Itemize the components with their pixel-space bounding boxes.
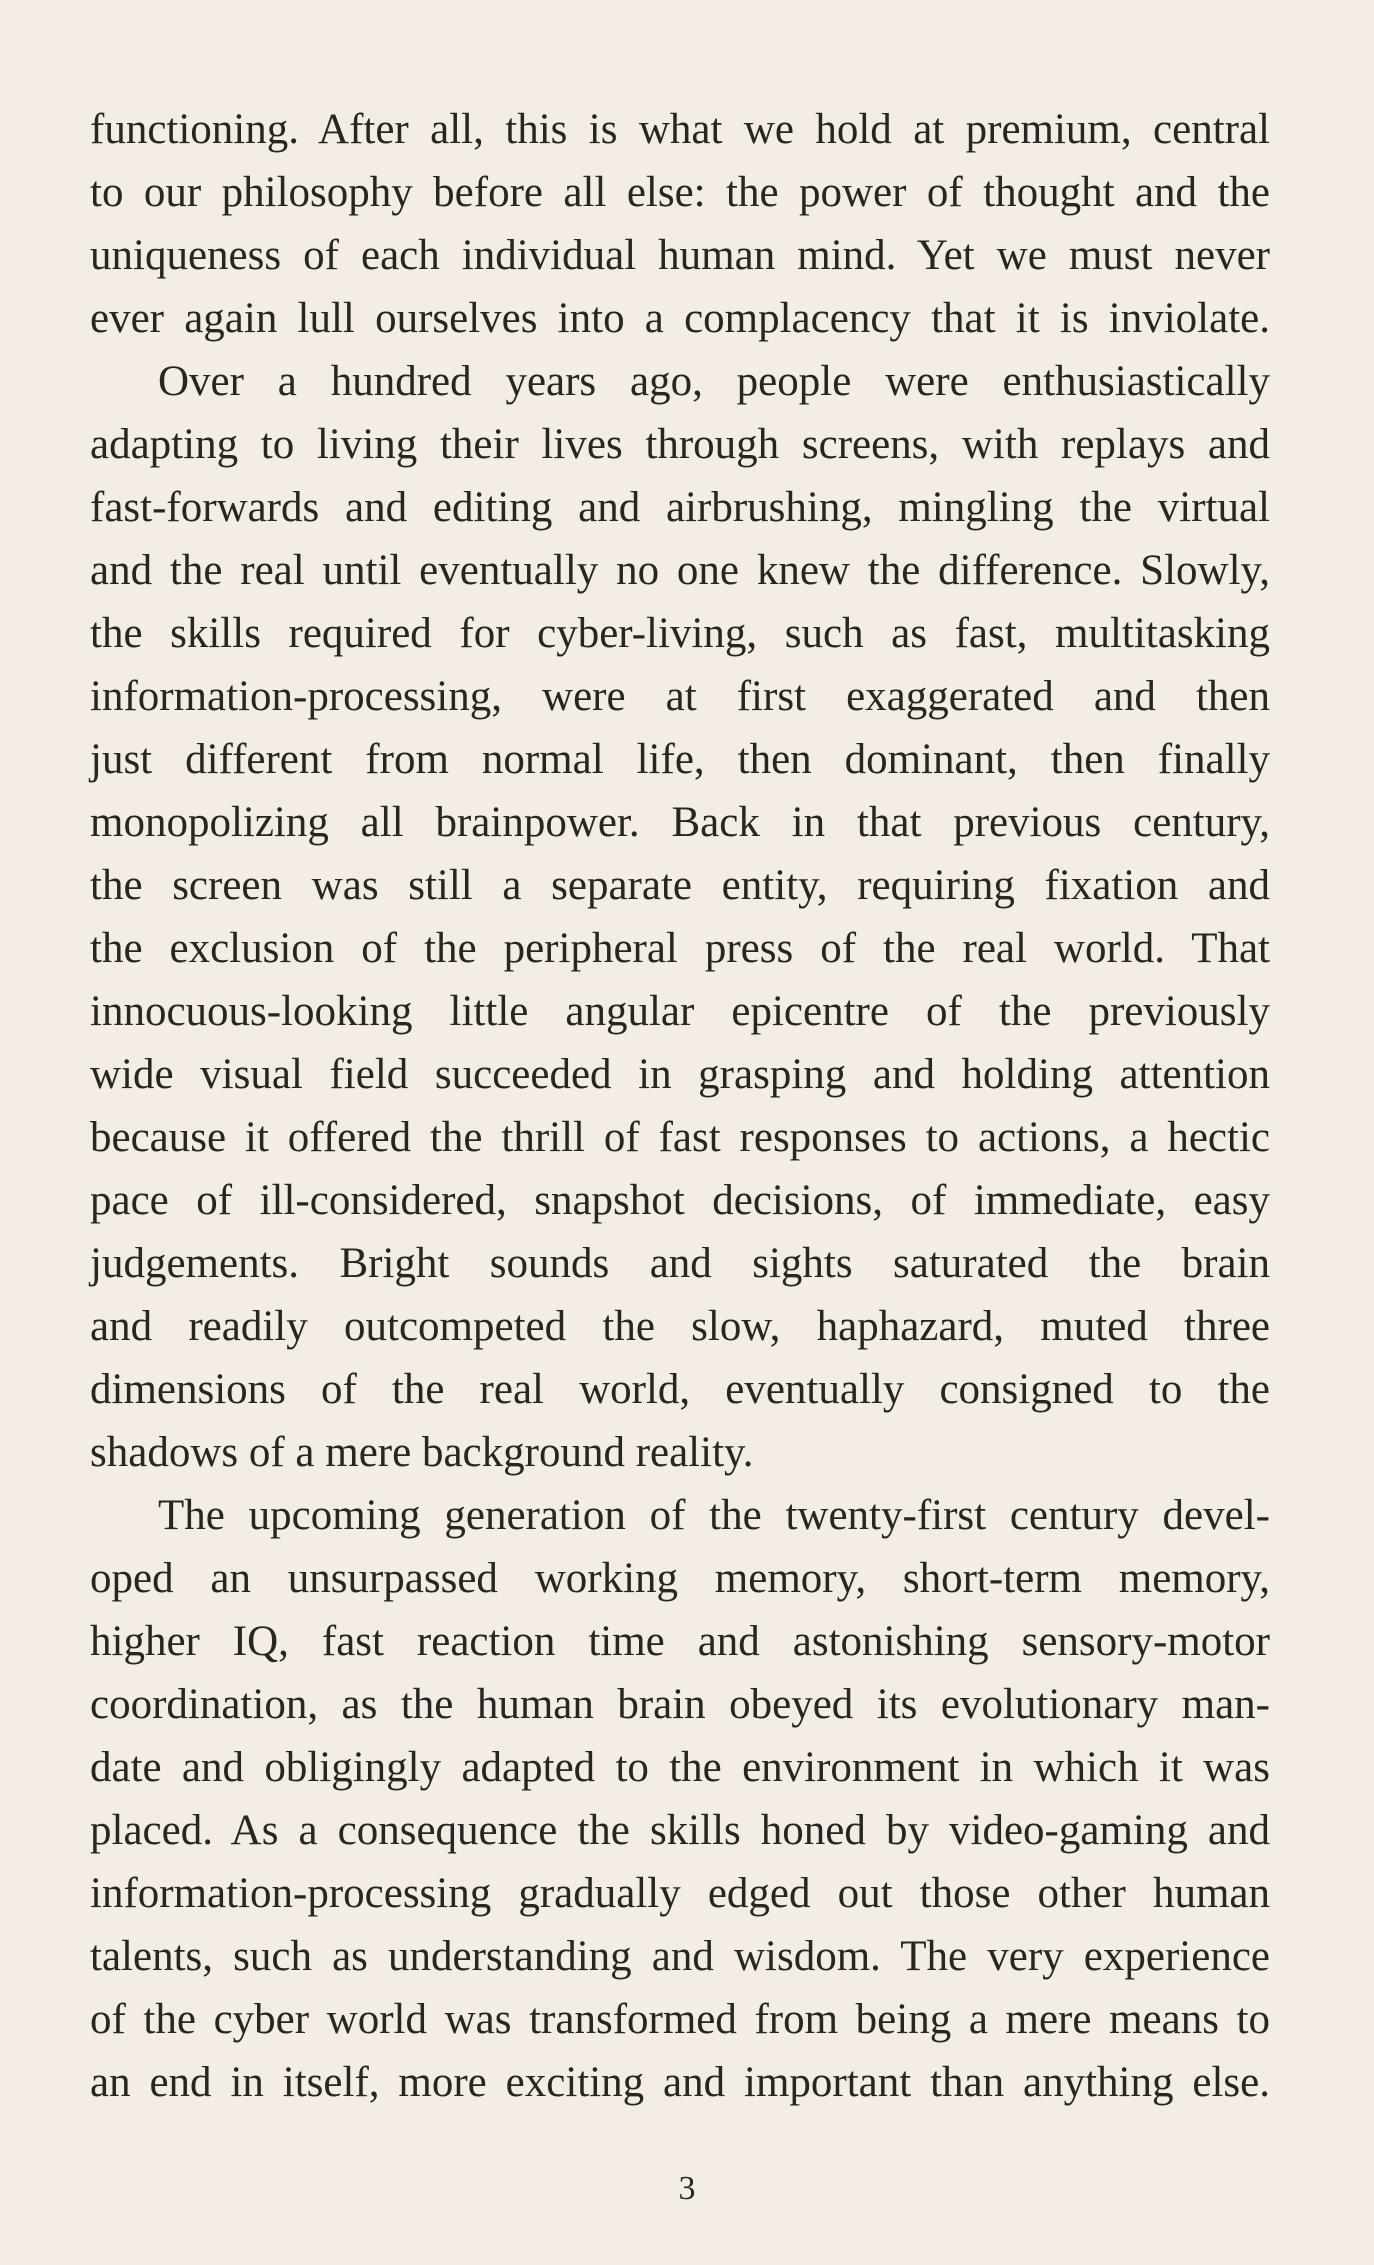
text-line: to our philosophy before all else: the power of thought and the: [90, 169, 1270, 216]
text-line: information-processing gradually edged out those other human: [90, 1870, 1270, 1917]
text-line: fast-forwards and editing and airbrushing, mingling the virtual: [90, 484, 1270, 531]
text-line: the exclusion of the peripheral press of the real world. That: [90, 925, 1270, 972]
text-line: higher IQ, fast reaction time and astonishing sensory-motor: [90, 1618, 1270, 1665]
text-line: ever again lull ourselves into a complacency that it is inviolate.: [90, 295, 1270, 342]
text-line: dimensions of the real world, eventually consigned to the: [90, 1366, 1270, 1413]
text-line: Over a hundred years ago, people were enthusiastically: [158, 358, 1270, 405]
text-line: talents, such as understanding and wisdom. The very experience: [90, 1933, 1270, 1980]
text-line: judgements. Bright sounds and sights saturated the brain: [90, 1240, 1270, 1287]
text-line: the screen was still a separate entity, requiring fixation and: [90, 862, 1270, 909]
text-line: The upcoming generation of the twenty-first century devel-: [158, 1492, 1270, 1539]
text-line: placed. As a consequence the skills honed by video-gaming and: [90, 1807, 1270, 1854]
text-line: because it offered the thrill of fast responses to actions, a hectic: [90, 1114, 1270, 1161]
text-line: innocuous-looking little angular epicentre of the previously: [90, 988, 1270, 1035]
text-line: and readily outcompeted the slow, haphazard, muted three: [90, 1303, 1270, 1350]
text-line: coordination, as the human brain obeyed its evolutionary man-: [90, 1681, 1270, 1728]
body-text: [90, 98, 1270, 2114]
text-line: functioning. After all, this is what we hold at premium, central: [90, 106, 1270, 153]
text-line: information-processing, were at first exaggerated and then: [90, 673, 1270, 720]
text-line: an end in itself, more exciting and important than anything else.: [90, 2059, 1270, 2106]
text-line: adapting to living their lives through screens, with replays and: [90, 421, 1270, 468]
text-line: of the cyber world was transformed from being a mere means to: [90, 1996, 1270, 2043]
text-line: date and obligingly adapted to the environment in which it was: [90, 1744, 1270, 1791]
text-line: monopolizing all brainpower. Back in that previous century,: [90, 799, 1270, 846]
text-line: uniqueness of each individual human mind. Yet we must never: [90, 232, 1270, 279]
text-line: the skills required for cyber-living, such as fast, multitasking: [90, 610, 1270, 657]
text-line: shadows of a mere background reality.: [90, 1429, 754, 1476]
page-number: 3: [678, 2170, 696, 2207]
text-line: and the real until eventually no one knew the difference. Slowly,: [90, 547, 1270, 594]
text-line: just different from normal life, then dominant, then finally: [90, 736, 1270, 783]
text-line: wide visual field succeeded in grasping and holding attention: [90, 1051, 1270, 1098]
text-line: oped an unsurpassed working memory, short-term memory,: [90, 1555, 1270, 1602]
text-line: pace of ill-considered, snapshot decisions, of immediate, easy: [90, 1177, 1270, 1224]
